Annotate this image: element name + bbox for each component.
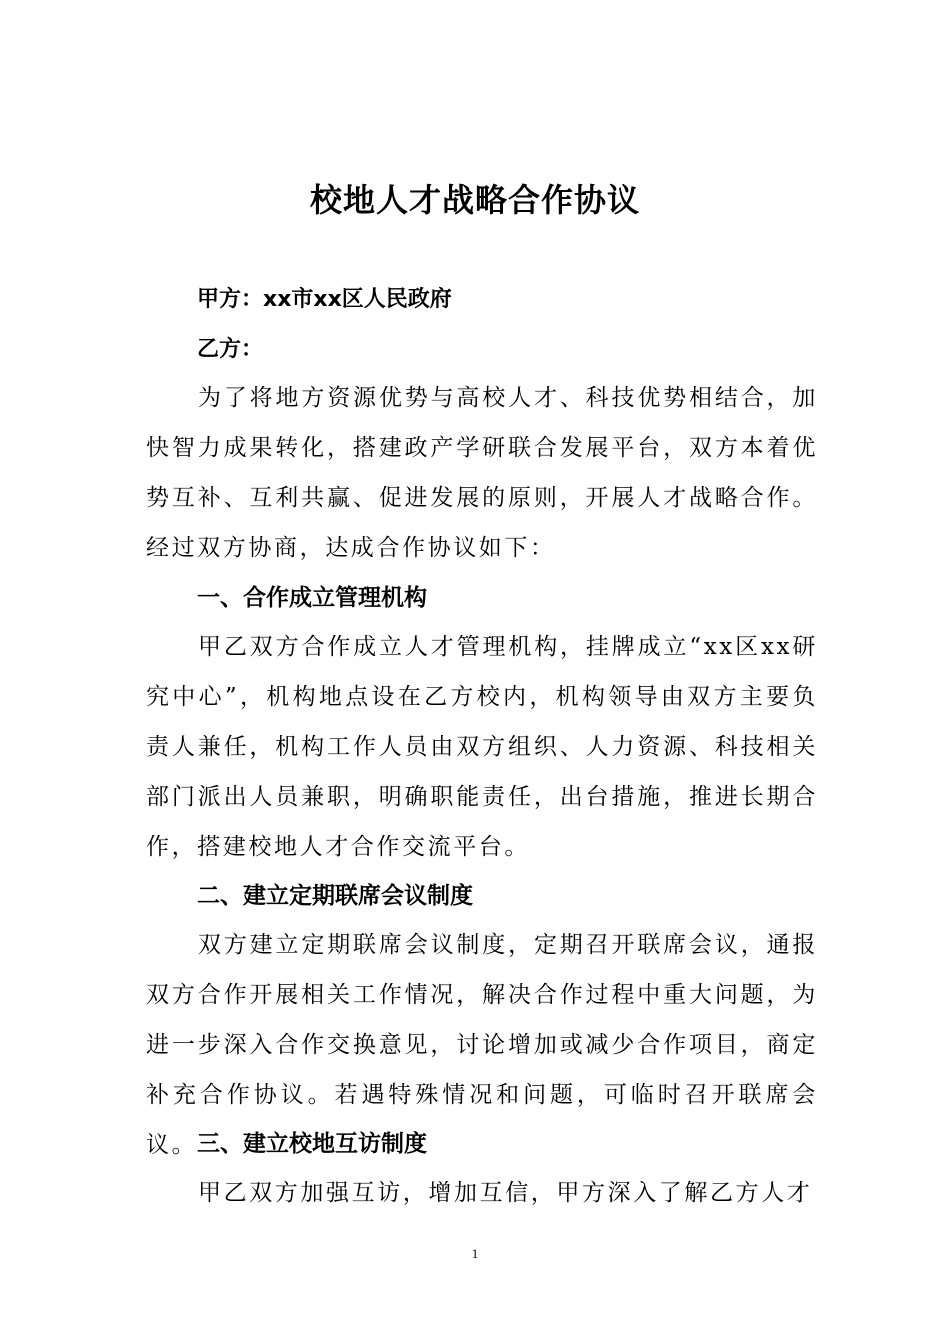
section-2-body: 双方建立定期联席会议制度，定期召开联席会议，通报双方合作开展相关工作情况，解决合作过程中重大问题，为进一步深入合作交换意见，讨论增加或减少合作项目，商定补充合作协议。若遇特殊情况和问题，可临时召开联席会议。 — [146, 932, 818, 1158]
section-2-heading: 二、建立定期联席会议制度 — [197, 883, 473, 909]
page-number: 1 — [471, 1246, 479, 1261]
section-1-body: 甲乙双方合作成立人才管理机构，挂牌成立“xx区xx研究中心”，机构地点设在乙方校内，机构领导由双方主要负责人兼任，机构工作人员由双方组织、人力资源、科技相关部门派出人员兼职，明确职能责任，出台措施，推进长期合作，搭建校地人才合作交流平台。 — [146, 634, 818, 860]
party-a-line: 甲方：xx市xx区人民政府 — [197, 287, 452, 312]
intro-paragraph: 为了将地方资源优势与高校人才、科技优势相结合，加快智力成果转化，搭建政产学研联合发展平台，双方本着优势互补、互利共赢、促进发展的原则，开展人才战略合作。经过双方协商，达成合作协议如下： — [146, 385, 818, 561]
section-3-heading: 三、建立校地互访制度 — [197, 1131, 427, 1157]
section-3-body: 甲乙双方加强互访，增加互信，甲方深入了解乙方人才 — [198, 1180, 813, 1206]
section-1-heading: 一、合作成立管理机构 — [197, 585, 427, 611]
document-title: 校地人才战略合作协议 — [309, 181, 640, 219]
party-b-line: 乙方： — [197, 337, 264, 362]
